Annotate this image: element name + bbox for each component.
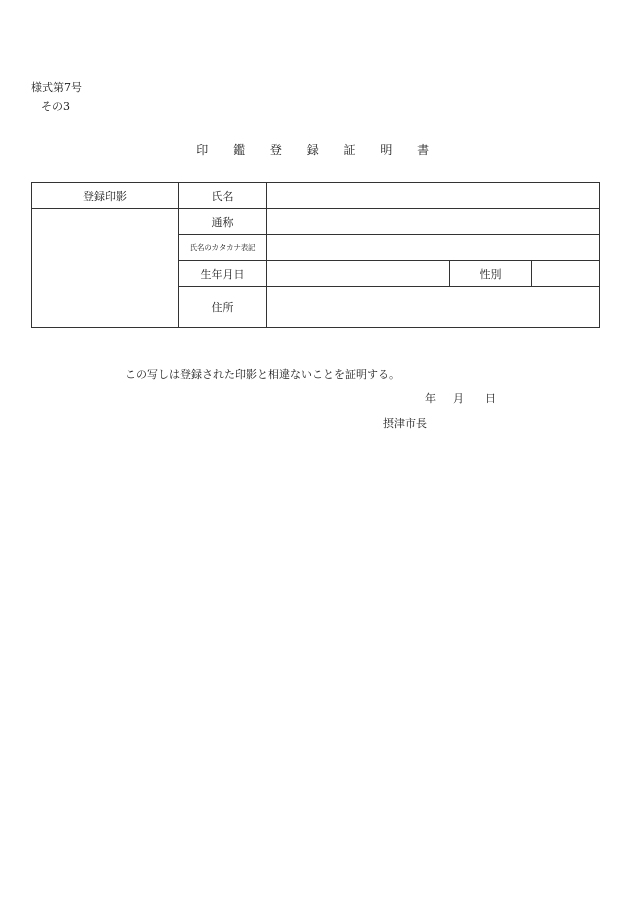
gender-value-cell [532, 261, 600, 287]
gender-label-cell: 性別 [450, 261, 532, 287]
kana-value-cell [267, 235, 600, 261]
seal-header-cell: 登録印影 [32, 183, 179, 209]
name-value-cell [267, 183, 600, 209]
registration-table [31, 182, 600, 328]
certification-statement: この写しは登録された印影と相違ないことを証明する。 [125, 368, 400, 381]
date-day-label: 日 [485, 392, 496, 405]
form-number: 様式第7号 [31, 81, 82, 94]
alias-value-cell [267, 209, 600, 235]
seal-image-cell [32, 209, 179, 328]
alias-label-cell: 通称 [179, 209, 267, 235]
birth-label-cell: 生年月日 [179, 261, 267, 287]
birth-value-cell [267, 261, 450, 287]
issuer-title: 摂津市長 [383, 417, 427, 430]
issue-date [425, 391, 496, 407]
document-title: 印 鑑 登 録 証 明 書 [196, 143, 440, 157]
form-sub-number: その3 [41, 100, 70, 113]
date-year-label: 年 [425, 392, 436, 405]
table-row [32, 183, 600, 209]
name-label-cell: 氏名 [179, 183, 267, 209]
address-value-cell [267, 287, 600, 328]
table-row [32, 209, 600, 235]
date-month-label: 月 [453, 392, 464, 405]
address-label-cell: 住所 [179, 287, 267, 328]
kana-label-cell: 氏名のカタカナ表記 [179, 235, 267, 261]
